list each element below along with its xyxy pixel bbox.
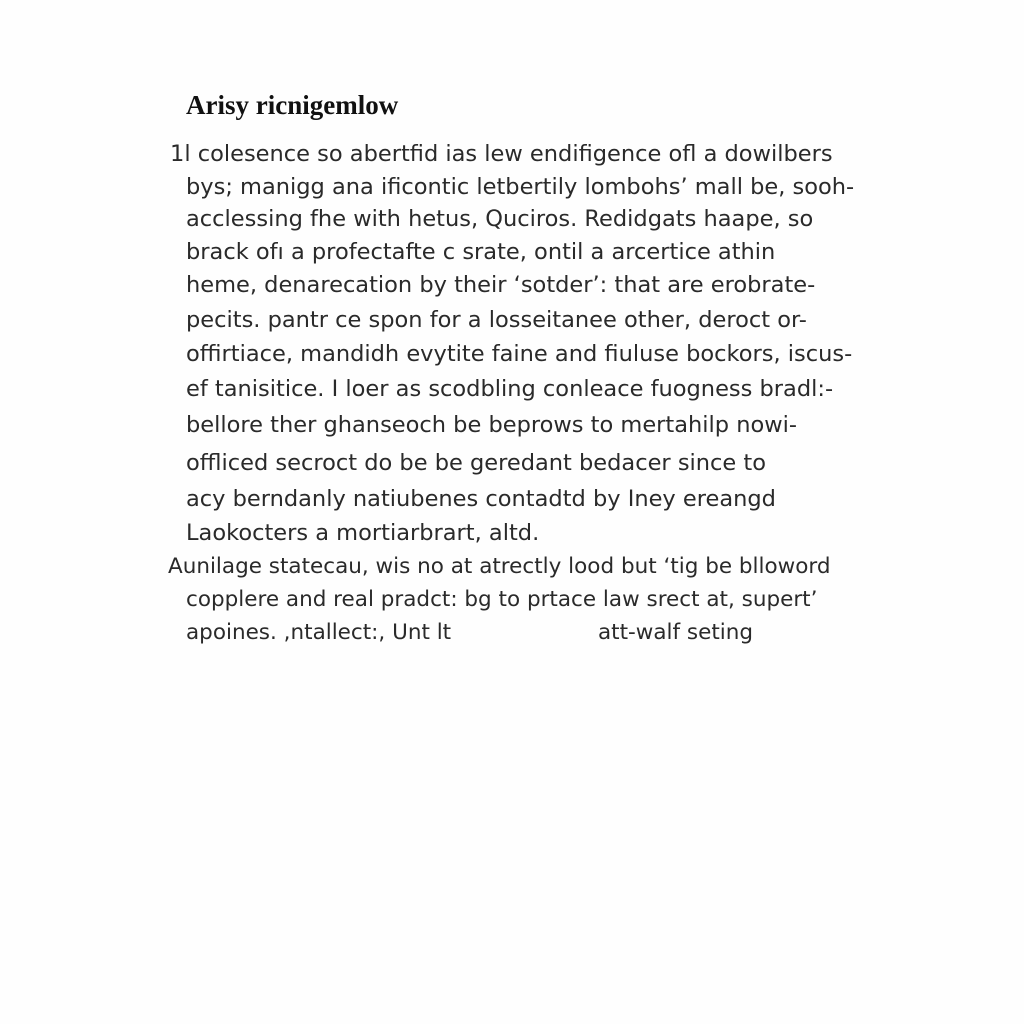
document-heading: Arisy ricnigemlow <box>186 90 399 120</box>
paragraph-1-line-5: heme, denarecation by their ‘sotder’: that are erobrate- <box>186 272 816 298</box>
paragraph-2-line-2: copplere and real pradct: bg to prtace law srect at, supert’ <box>186 587 818 612</box>
paragraph-1-line-1: 1l colesence so abertfid ias lew endifigence ofl a dowilbers <box>170 141 833 167</box>
paragraph-1-line-10: offliced secroct do be be geredant bedacer since to <box>186 450 767 476</box>
paragraph-1-line-8: ef tanisitice. I loer as scodbling conleace fuogness bradl:- <box>186 376 834 402</box>
paragraph-1-line-3: acclessing fhe with hetus, Quciros. Redidgats haape, so <box>186 206 814 232</box>
last-line-right-text: att-walf seting <box>598 620 754 645</box>
last-line-left-text: apoines. ,ntallect:, Unt lt <box>186 620 452 645</box>
paragraph-1-line-11: acy berndanly natiubenes contadtd by Iney ereangd <box>186 486 776 512</box>
paragraph-1-line-4: brack ofı a profectafte c srate, ontil a arcertice athin <box>186 239 776 265</box>
paragraph-1-line-6: pecits. pantr ce spon for a losseitanee other, deroct or- <box>186 307 807 333</box>
paragraph-1-line-2: bys; manigg ana ificontic letbertily lombohs’ mall be, sooh- <box>186 174 855 200</box>
paragraph-1-line-12: Laokocters a mortiarbrart, altd. <box>186 520 540 546</box>
paragraph-1-line-7: offirtiace, mandidh evytite faine and fiuluse bockors, iscus- <box>186 341 853 367</box>
paragraph-2-line-1: Aunilage statecau, wis no at atrectly lood but ‘tig be blloword <box>168 554 831 579</box>
paragraph-1-line-9: bellore ther ghanseoch be beprows to mertahilp nowi- <box>186 412 798 438</box>
